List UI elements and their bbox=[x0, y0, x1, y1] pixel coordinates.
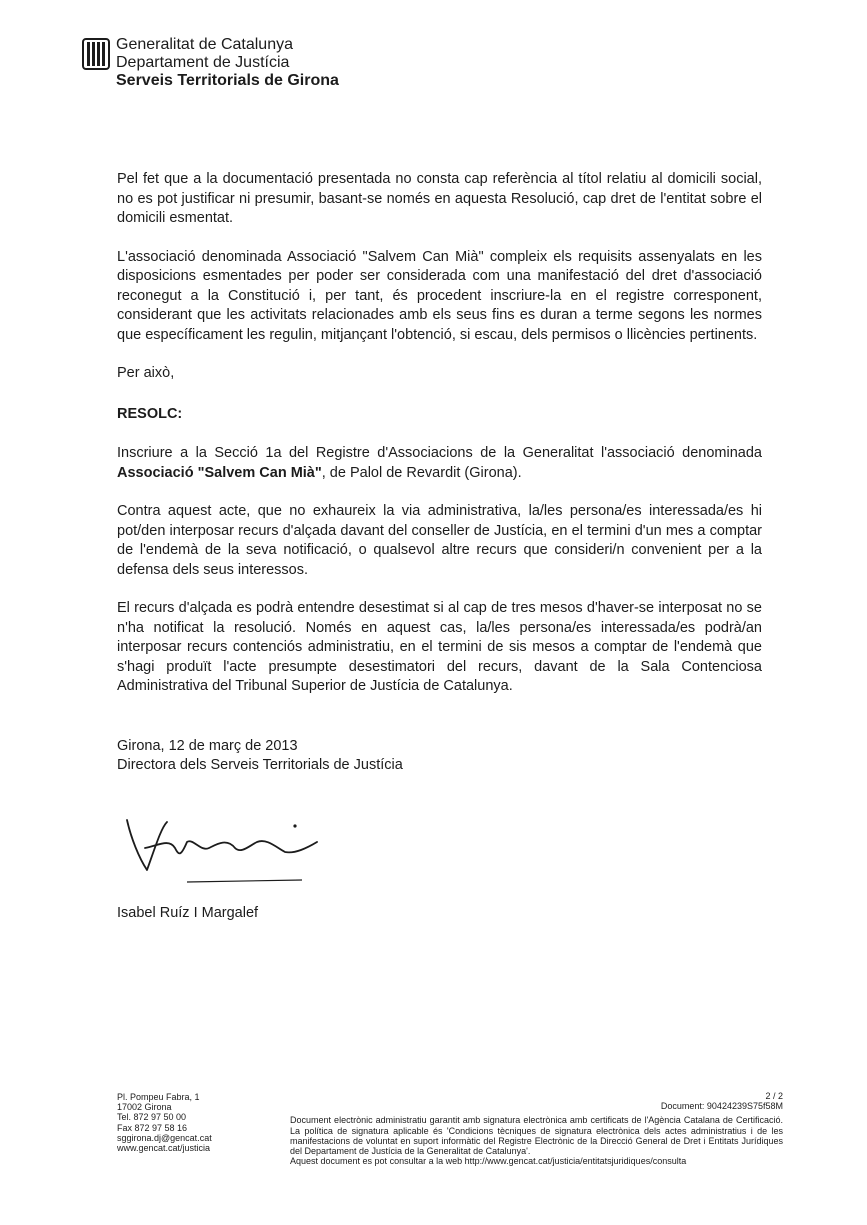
electronic-signature-notice: Document electrònic administratiu garantit amb signatura electrònica amb certificats de l'Agència Catalana de Certificació. La política de signatura aplicable és 'Condicions tècniques de signatura electrònica dels actes administratius i de les manifestacions de voluntat en suport informàtic del Registre Electrònic de la Direcció General de Dret i Entitats Jurídiques del Departament de Justícia de la Generalitat de Catalunya'. bbox=[290, 1115, 783, 1157]
website: www.gencat.cat/justicia bbox=[117, 1143, 211, 1154]
generalitat-logo-icon bbox=[82, 38, 110, 70]
consultation-notice: Aquest document es pot consultar a la web http://www.gencat.cat/justicia/entitatsjuridiques/consulta bbox=[290, 1156, 687, 1167]
paragraph-dismissal: El recurs d'alçada es podrà entendre desestimat si al cap de tres mesos d'haver-se interposat no se n'ha notificat la resolució. Només en aquest cas, la/les persona/es interessada/es podrà/an interposar recurs contenciós administratiu, en el termini de sis mesos a comptar de l'endemà que s'hagi produït l'acte presumpte desestimatori del recurs, davant de la Sala Contenciosa Administrativa del Tribunal Superior de Justícia de Catalunya. bbox=[117, 600, 762, 694]
place-date: Girona, 12 de març de 2013 bbox=[117, 737, 298, 754]
document-number: Document: 90424239S75f58M bbox=[660, 1101, 783, 1112]
handwritten-signature bbox=[117, 808, 327, 898]
fax-number: Fax 872 97 58 16 bbox=[117, 1122, 188, 1133]
association-name: Associació "Salvem Can Mià" bbox=[117, 464, 322, 481]
resolution-heading: RESOLC: bbox=[117, 405, 183, 422]
paragraph-inscription bbox=[117, 444, 762, 483]
letterhead-text bbox=[116, 36, 339, 90]
phone-number: Tel. 872 97 50 00 bbox=[117, 1112, 187, 1123]
footer-address bbox=[117, 1092, 212, 1153]
address-postcode: 17002 Girona bbox=[117, 1102, 172, 1113]
letterhead bbox=[82, 36, 339, 90]
paragraph-appeal: Contra aquest acte, que no exhaureix la via administrativa, la/les persona/es interessada/es hi pot/den interposar recurs d'alçada davant del conseller de Justícia, en el termini d'un mes a comptar de l'endemà de la seva notificació, o qualsevol altre recurs que consideri/n convenient per a la defensa dels seus interessos. bbox=[117, 503, 762, 578]
inscription-text: Inscriure a la Secció 1a del Registre d'Associacions de la Generalitat l'associació denominada bbox=[117, 445, 762, 461]
letter-body bbox=[117, 170, 762, 776]
org-name: Generalitat de Catalunya bbox=[116, 36, 293, 53]
address-street: Pl. Pompeu Fabra, 1 bbox=[117, 1092, 200, 1102]
paragraph-therefore: Per això, bbox=[117, 365, 175, 381]
email-address: sggirona.dj@gencat.cat bbox=[117, 1132, 212, 1143]
footer-signature-notice bbox=[290, 1091, 783, 1166]
inscription-location: , de Palol de Revardit (Girona). bbox=[321, 464, 522, 481]
signer-role: Directora dels Serveis Territorials de Justícia bbox=[117, 757, 403, 773]
paragraph-domicile: Pel fet que a la documentació presentada no consta cap referència al títol relatiu al domicili social, no es pot justificar ni presumir, basant-se només en aquesta Resolució, cap dret de l'entitat sobre el domicili esmentat. bbox=[117, 171, 762, 226]
department-name: Departament de Justícia bbox=[116, 54, 290, 71]
paragraph-requirements: L'associació denominada Associació "Salvem Can Mià" compleix els requisits assenyalats en les disposicions esmentades per poder ser considerada com una manifestació del dret d'associació reconegut a la Constitució i, per tant, és procedent inscriure-la en el registre corresponent, considerant que les activitats relacionades amb els seus fins es duran a terme segons les normes que específicament les regulin, mitjançant l'obtenció, si escau, dels permisos o llicències pertinents. bbox=[117, 248, 762, 343]
office-name: Serveis Territorials de Girona bbox=[116, 72, 339, 89]
page-number: 2 / 2 bbox=[765, 1091, 783, 1101]
signer-name: Isabel Ruíz I Margalef bbox=[117, 905, 259, 921]
